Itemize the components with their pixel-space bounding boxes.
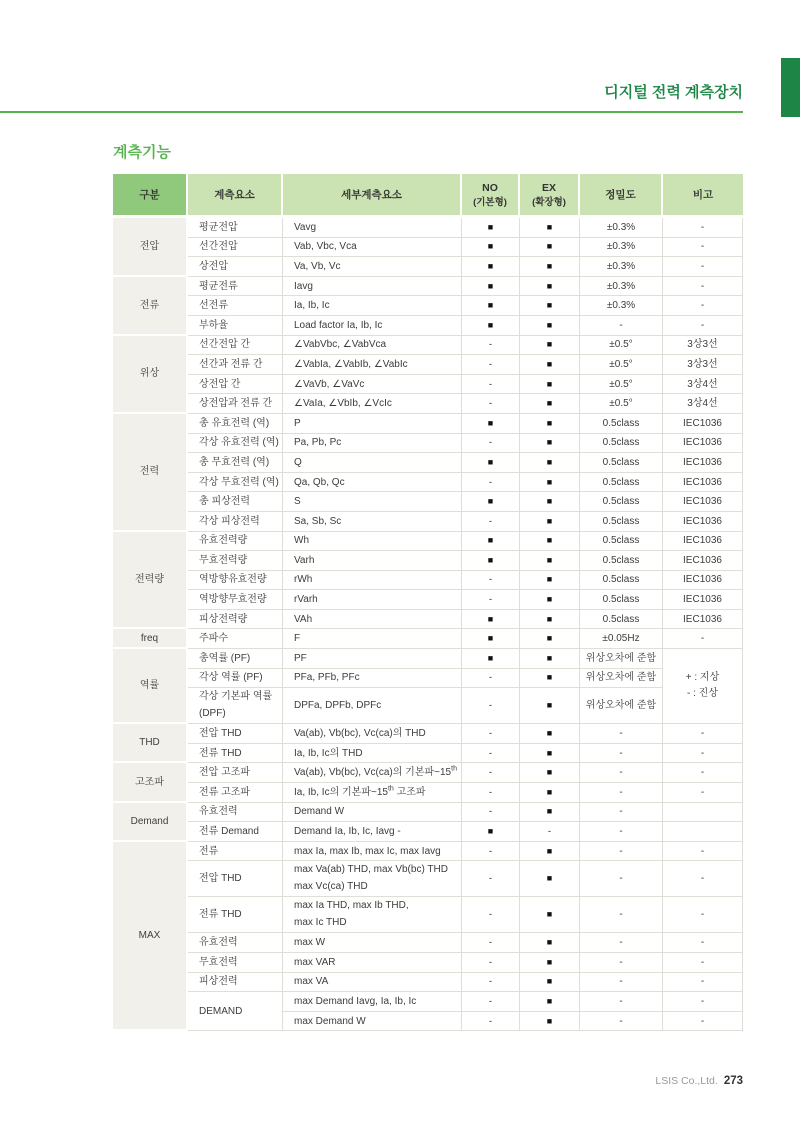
table-row xyxy=(113,992,743,1012)
column-header-6: 비고 xyxy=(663,174,743,218)
detail-cell: VAh xyxy=(283,610,462,630)
precision-cell: - xyxy=(580,316,663,336)
precision-cell: - xyxy=(580,724,663,744)
element-cell: 각상 무효전력 (역) xyxy=(188,473,283,493)
element-cell: 부하율 xyxy=(188,316,283,336)
note-cell: - xyxy=(663,744,743,764)
no-basic-cell: - xyxy=(462,842,520,862)
column-header-0: 구분 xyxy=(113,174,188,218)
precision-cell: - xyxy=(580,842,663,862)
ex-extended-cell: ■ xyxy=(520,590,580,610)
ex-extended-cell: ■ xyxy=(520,610,580,630)
note-cell: 3상3선 xyxy=(663,355,743,375)
element-cell: 상전압 간 xyxy=(188,375,283,395)
element-cell: 총역률 (PF) xyxy=(188,649,283,669)
precision-cell: - xyxy=(580,861,663,897)
note-cell: - xyxy=(663,861,743,897)
ex-extended-cell: ■ xyxy=(520,688,580,724)
ex-extended-cell: ■ xyxy=(520,953,580,973)
ex-extended-cell: ■ xyxy=(520,571,580,591)
precision-cell: ±0.5° xyxy=(580,394,663,414)
element-cell: 역방향유효전량 xyxy=(188,571,283,591)
detail-cell: Ia, Ib, Ic의 THD xyxy=(283,744,462,764)
ex-extended-cell: - xyxy=(520,822,580,842)
precision-cell: - xyxy=(580,973,663,993)
note-cell: 3상3선 xyxy=(663,336,743,356)
precision-cell: ±0.3% xyxy=(580,296,663,316)
ex-extended-cell: ■ xyxy=(520,394,580,414)
detail-cell: Vavg xyxy=(283,218,462,238)
no-basic-cell: ■ xyxy=(462,551,520,571)
group-cell: MAX xyxy=(113,842,188,1032)
element-cell: 전류 THD xyxy=(188,744,283,764)
note-cell: IEC1036 xyxy=(663,434,743,454)
element-cell: 전압 THD xyxy=(188,724,283,744)
detail-cell: Va(ab), Vb(bc), Vc(ca)의 THD xyxy=(283,724,462,744)
element-cell: 유효전력량 xyxy=(188,532,283,552)
table-row xyxy=(113,763,743,783)
note-cell: - xyxy=(663,992,743,1012)
note-cell: IEC1036 xyxy=(663,492,743,512)
table-row xyxy=(113,492,743,512)
note-cell: - xyxy=(663,629,743,649)
precision-cell: 0.5class xyxy=(580,434,663,454)
table-row xyxy=(113,257,743,277)
no-basic-cell: - xyxy=(462,953,520,973)
note-cell xyxy=(663,822,743,842)
no-basic-cell: - xyxy=(462,394,520,414)
ex-extended-cell: ■ xyxy=(520,551,580,571)
element-cell: 무효전력량 xyxy=(188,551,283,571)
group-cell: freq xyxy=(113,629,188,649)
detail-cell: Vab, Vbc, Vca xyxy=(283,238,462,258)
table-row xyxy=(113,973,743,993)
precision-cell: 0.5class xyxy=(580,590,663,610)
precision-cell: ±0.3% xyxy=(580,257,663,277)
no-basic-cell: - xyxy=(462,933,520,953)
ex-extended-cell: ■ xyxy=(520,803,580,823)
element-cell: 선간과 전류 간 xyxy=(188,355,283,375)
group-cell: 전력 xyxy=(113,414,188,532)
ex-extended-cell: ■ xyxy=(520,897,580,933)
element-cell: 각상 피상전력 xyxy=(188,512,283,532)
table-row xyxy=(113,473,743,493)
element-cell: 각상 역률 (PF) xyxy=(188,669,283,689)
note-cell: - xyxy=(663,842,743,862)
ex-extended-cell: ■ xyxy=(520,933,580,953)
no-basic-cell: - xyxy=(462,434,520,454)
no-basic-cell: ■ xyxy=(462,277,520,297)
note-cell: - xyxy=(663,218,743,238)
detail-cell: Ia, Ib, Ic xyxy=(283,296,462,316)
ex-extended-cell: ■ xyxy=(520,744,580,764)
section-title: 계측기능 xyxy=(113,144,171,161)
no-basic-cell: - xyxy=(462,973,520,993)
element-cell: 유효전력 xyxy=(188,933,283,953)
precision-cell: - xyxy=(580,803,663,823)
group-cell: 전력량 xyxy=(113,532,188,630)
note-cell: IEC1036 xyxy=(663,590,743,610)
group-cell: 전압 xyxy=(113,218,188,277)
note-cell: - xyxy=(663,933,743,953)
detail-cell: ∠VabIa, ∠VabIb, ∠VabIc xyxy=(283,355,462,375)
table-header-row xyxy=(113,174,743,218)
table-row xyxy=(113,218,743,238)
ex-extended-cell: ■ xyxy=(520,473,580,493)
table-row xyxy=(113,238,743,258)
table-row xyxy=(113,861,743,897)
table-row xyxy=(113,512,743,532)
precision-cell: ±0.3% xyxy=(580,238,663,258)
group-cell: 역률 xyxy=(113,649,188,724)
main-content xyxy=(113,141,743,1031)
detail-cell: max Ia THD, max Ib THD, max Ic THD xyxy=(283,897,462,933)
page-header xyxy=(0,0,743,113)
ex-extended-cell: ■ xyxy=(520,492,580,512)
page-footer xyxy=(0,1071,743,1089)
element-cell: 전류 xyxy=(188,842,283,862)
precision-cell: - xyxy=(580,897,663,933)
no-basic-cell: - xyxy=(462,1012,520,1032)
detail-cell: Iavg xyxy=(283,277,462,297)
detail-cell: max W xyxy=(283,933,462,953)
detail-cell: Demand W xyxy=(283,803,462,823)
no-basic-cell: - xyxy=(462,992,520,1012)
ex-extended-cell: ■ xyxy=(520,296,580,316)
note-cell: - xyxy=(663,953,743,973)
table-row xyxy=(113,803,743,823)
document-title: 디지털 전력 계측장치 xyxy=(604,84,743,101)
footer-page-number: 273 xyxy=(723,1075,743,1087)
table-row xyxy=(113,610,743,630)
element-cell: 선전류 xyxy=(188,296,283,316)
table-row xyxy=(113,434,743,454)
detail-cell: max VA xyxy=(283,973,462,993)
no-basic-cell: - xyxy=(462,783,520,803)
no-basic-cell: - xyxy=(462,897,520,933)
ex-extended-cell: ■ xyxy=(520,512,580,532)
precision-cell: - xyxy=(580,933,663,953)
ex-extended-cell: ■ xyxy=(520,861,580,897)
note-cell xyxy=(663,803,743,823)
no-basic-cell: - xyxy=(462,688,520,724)
note-cell: IEC1036 xyxy=(663,512,743,532)
detail-cell: ∠VabVbc, ∠VabVca xyxy=(283,336,462,356)
no-basic-cell: ■ xyxy=(462,316,520,336)
note-cell: - xyxy=(663,296,743,316)
no-basic-cell: ■ xyxy=(462,532,520,552)
precision-cell: 0.5class xyxy=(580,532,663,552)
ex-extended-cell: ■ xyxy=(520,724,580,744)
table-row xyxy=(113,629,743,649)
element-cell: 선간전압 간 xyxy=(188,336,283,356)
no-basic-cell: ■ xyxy=(462,238,520,258)
element-cell: 총 유효전력 (역) xyxy=(188,414,283,434)
ex-extended-cell: ■ xyxy=(520,336,580,356)
table-row xyxy=(113,669,743,689)
precision-cell: 위상오차에 준함 xyxy=(580,688,663,724)
no-basic-cell: ■ xyxy=(462,822,520,842)
ex-extended-cell: ■ xyxy=(520,453,580,473)
table-row xyxy=(113,453,743,473)
detail-cell: Demand Ia, Ib, Ic, Iavg - xyxy=(283,822,462,842)
element-cell: 피상전력량 xyxy=(188,610,283,630)
note-cell: - xyxy=(663,897,743,933)
table-row xyxy=(113,953,743,973)
ex-extended-cell: ■ xyxy=(520,992,580,1012)
table-row xyxy=(113,590,743,610)
no-basic-cell: ■ xyxy=(462,492,520,512)
table-row xyxy=(113,355,743,375)
no-basic-cell: - xyxy=(462,473,520,493)
detail-cell: ∠VaIa, ∠VbIb, ∠VcIc xyxy=(283,394,462,414)
precision-cell: ±0.5° xyxy=(580,375,663,395)
table-row xyxy=(113,551,743,571)
element-cell: 상전압과 전류 간 xyxy=(188,394,283,414)
table-row xyxy=(113,414,743,434)
detail-cell: Sa, Sb, Sc xyxy=(283,512,462,532)
no-basic-cell: - xyxy=(462,571,520,591)
precision-cell: ±0.3% xyxy=(580,277,663,297)
footer-company-name: LSIS Co.,Ltd. xyxy=(655,1075,718,1087)
detail-cell: Pa, Pb, Pc xyxy=(283,434,462,454)
precision-cell: - xyxy=(580,822,663,842)
detail-cell: max VAR xyxy=(283,953,462,973)
element-cell: 선간전압 xyxy=(188,238,283,258)
precision-cell: - xyxy=(580,744,663,764)
detail-cell: Varh xyxy=(283,551,462,571)
note-cell: - xyxy=(663,724,743,744)
element-cell: 상전압 xyxy=(188,257,283,277)
detail-cell: DPFa, DPFb, DPFc xyxy=(283,688,462,724)
precision-cell: 0.5class xyxy=(580,571,663,591)
detail-cell: PFa, PFb, PFc xyxy=(283,669,462,689)
element-cell: 유효전력 xyxy=(188,803,283,823)
note-cell: IEC1036 xyxy=(663,571,743,591)
element-cell: 전류 THD xyxy=(188,897,283,933)
no-basic-cell: ■ xyxy=(462,649,520,669)
detail-cell: rWh xyxy=(283,571,462,591)
element-cell: 피상전력 xyxy=(188,973,283,993)
element-cell: 전류 고조파 xyxy=(188,783,283,803)
element-cell: 각상 유효전력 (역) xyxy=(188,434,283,454)
precision-cell: ±0.05Hz xyxy=(580,629,663,649)
precision-cell: - xyxy=(580,783,663,803)
detail-cell: S xyxy=(283,492,462,512)
ex-extended-cell: ■ xyxy=(520,973,580,993)
side-tab-marker xyxy=(781,58,800,117)
detail-cell: Q xyxy=(283,453,462,473)
no-basic-cell: - xyxy=(462,590,520,610)
ex-extended-cell: ■ xyxy=(520,277,580,297)
note-cell: - xyxy=(663,277,743,297)
table-row xyxy=(113,277,743,297)
precision-cell: 0.5class xyxy=(580,551,663,571)
note-cell: 3상4선 xyxy=(663,375,743,395)
ex-extended-cell: ■ xyxy=(520,532,580,552)
no-basic-cell: - xyxy=(462,724,520,744)
note-cell: + : 지상 - : 진상 xyxy=(663,649,743,724)
column-header-4: EX (확장형) xyxy=(520,174,580,218)
group-cell: 위상 xyxy=(113,336,188,414)
precision-cell: ±0.5° xyxy=(580,336,663,356)
table-row xyxy=(113,783,743,803)
element-cell: 평균전압 xyxy=(188,218,283,238)
note-cell: IEC1036 xyxy=(663,610,743,630)
note-cell: - xyxy=(663,783,743,803)
table-row xyxy=(113,316,743,336)
no-basic-cell: - xyxy=(462,763,520,783)
ex-extended-cell: ■ xyxy=(520,763,580,783)
no-basic-cell: ■ xyxy=(462,218,520,238)
no-basic-cell: - xyxy=(462,375,520,395)
element-cell: 총 무효전력 (역) xyxy=(188,453,283,473)
detail-cell: PF xyxy=(283,649,462,669)
element-cell: 주파수 xyxy=(188,629,283,649)
column-header-1: 계측요소 xyxy=(188,174,283,218)
note-cell: - xyxy=(663,1012,743,1032)
detail-cell: max Ia, max Ib, max Ic, max Iavg xyxy=(283,842,462,862)
precision-cell: 위상오차에 준함 xyxy=(580,649,663,669)
precision-cell: - xyxy=(580,953,663,973)
precision-cell: ±0.5° xyxy=(580,355,663,375)
note-cell: - xyxy=(663,763,743,783)
ex-extended-cell: ■ xyxy=(520,629,580,649)
note-cell: IEC1036 xyxy=(663,473,743,493)
ex-extended-cell: ■ xyxy=(520,355,580,375)
ex-extended-cell: ■ xyxy=(520,434,580,454)
column-header-3: NO (기본형) xyxy=(462,174,520,218)
column-header-2: 세부계측요소 xyxy=(283,174,462,218)
precision-cell: 위상오차에 준함 xyxy=(580,669,663,689)
table-row xyxy=(113,296,743,316)
table-row xyxy=(113,933,743,953)
table-row xyxy=(113,375,743,395)
table-row xyxy=(113,649,743,669)
group-cell: 고조파 xyxy=(113,763,188,802)
note-cell: IEC1036 xyxy=(663,414,743,434)
column-header-5: 정밀도 xyxy=(580,174,663,218)
ex-extended-cell: ■ xyxy=(520,783,580,803)
no-basic-cell: ■ xyxy=(462,629,520,649)
no-basic-cell: - xyxy=(462,861,520,897)
detail-cell: F xyxy=(283,629,462,649)
detail-cell: rVarh xyxy=(283,590,462,610)
detail-cell: ∠VaVb, ∠VaVc xyxy=(283,375,462,395)
no-basic-cell: - xyxy=(462,744,520,764)
ex-extended-cell: ■ xyxy=(520,669,580,689)
table-row xyxy=(113,822,743,842)
element-cell: 전압 고조파 xyxy=(188,763,283,783)
detail-cell: P xyxy=(283,414,462,434)
no-basic-cell: - xyxy=(462,512,520,532)
precision-cell: 0.5class xyxy=(580,512,663,532)
no-basic-cell: - xyxy=(462,336,520,356)
element-cell: 전류 Demand xyxy=(188,822,283,842)
detail-cell: Qa, Qb, Qc xyxy=(283,473,462,493)
detail-cell: max Va(ab) THD, max Vb(bc) THD max Vc(ca) THD xyxy=(283,861,462,897)
table-row xyxy=(113,842,743,862)
table-row xyxy=(113,724,743,744)
no-basic-cell: - xyxy=(462,669,520,689)
ex-extended-cell: ■ xyxy=(520,375,580,395)
ex-extended-cell: ■ xyxy=(520,1012,580,1032)
group-cell: 전류 xyxy=(113,277,188,336)
measurement-spec-table xyxy=(113,174,743,1031)
detail-cell: max Demand Iavg, Ia, Ib, Ic xyxy=(283,992,462,1012)
note-cell: - xyxy=(663,973,743,993)
element-cell: 총 피상전력 xyxy=(188,492,283,512)
no-basic-cell: ■ xyxy=(462,296,520,316)
no-basic-cell: - xyxy=(462,355,520,375)
note-cell: - xyxy=(663,238,743,258)
no-basic-cell: ■ xyxy=(462,414,520,434)
no-basic-cell: ■ xyxy=(462,610,520,630)
table-row xyxy=(113,571,743,591)
precision-cell: 0.5class xyxy=(580,473,663,493)
precision-cell: - xyxy=(580,1012,663,1032)
ex-extended-cell: ■ xyxy=(520,316,580,336)
table-row xyxy=(113,532,743,552)
precision-cell: 0.5class xyxy=(580,492,663,512)
note-cell: IEC1036 xyxy=(663,551,743,571)
ex-extended-cell: ■ xyxy=(520,414,580,434)
element-cell: 역방향무효전량 xyxy=(188,590,283,610)
table-row xyxy=(113,897,743,933)
ex-extended-cell: ■ xyxy=(520,218,580,238)
detail-cell: Va, Vb, Vc xyxy=(283,257,462,277)
precision-cell: ±0.3% xyxy=(580,218,663,238)
detail-cell: Load factor Ia, Ib, Ic xyxy=(283,316,462,336)
detail-cell: Ia, Ib, Ic의 기본파~15th 고조파 xyxy=(283,783,462,803)
element-cell: 평균전류 xyxy=(188,277,283,297)
table-row xyxy=(113,394,743,414)
detail-cell: max Demand W xyxy=(283,1012,462,1032)
note-cell: IEC1036 xyxy=(663,453,743,473)
no-basic-cell: ■ xyxy=(462,257,520,277)
precision-cell: - xyxy=(580,992,663,1012)
precision-cell: 0.5class xyxy=(580,453,663,473)
element-cell: 무효전력 xyxy=(188,953,283,973)
no-basic-cell: ■ xyxy=(462,453,520,473)
note-cell: - xyxy=(663,257,743,277)
ex-extended-cell: ■ xyxy=(520,649,580,669)
table-row xyxy=(113,688,743,724)
group-cell: Demand xyxy=(113,803,188,842)
ex-extended-cell: ■ xyxy=(520,257,580,277)
note-cell: - xyxy=(663,316,743,336)
group-cell: THD xyxy=(113,724,188,763)
detail-cell: Wh xyxy=(283,532,462,552)
ex-extended-cell: ■ xyxy=(520,842,580,862)
table-row xyxy=(113,336,743,356)
note-cell: 3상4선 xyxy=(663,394,743,414)
detail-cell: Va(ab), Vb(bc), Vc(ca)의 기본파~15th xyxy=(283,763,462,783)
no-basic-cell: - xyxy=(462,803,520,823)
ex-extended-cell: ■ xyxy=(520,238,580,258)
precision-cell: - xyxy=(580,763,663,783)
note-cell: IEC1036 xyxy=(663,532,743,552)
precision-cell: 0.5class xyxy=(580,414,663,434)
element-cell: DEMAND xyxy=(188,992,283,1031)
element-cell: 전압 THD xyxy=(188,861,283,897)
precision-cell: 0.5class xyxy=(580,610,663,630)
table-row xyxy=(113,744,743,764)
element-cell: 각상 기본파 역률 (DPF) xyxy=(188,688,283,724)
